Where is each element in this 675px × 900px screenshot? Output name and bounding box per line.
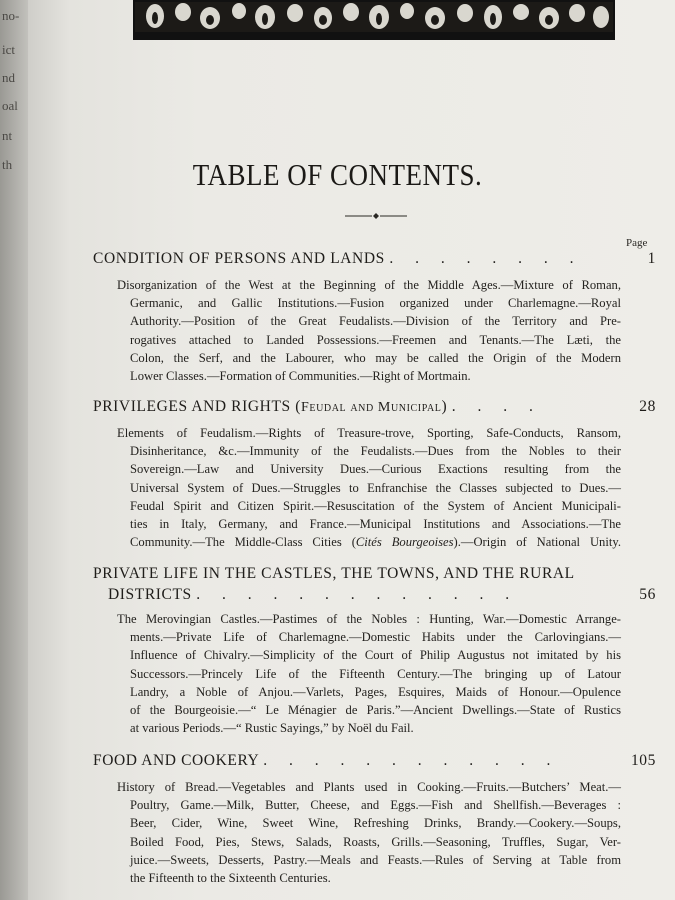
description-line: Influence of Chivalry.—Simplicity of the Court of Philip Augustus not imitated by his: [130, 648, 621, 663]
section-description: [117, 276, 621, 385]
section-description: [117, 424, 621, 551]
description-line: [117, 533, 621, 551]
facing-page-fragment: th: [2, 157, 13, 172]
section-page-number: 1: [647, 250, 656, 267]
description-line: Authority.—Position of the Great Feudalists.—Division of the Territory and Pre-: [130, 314, 621, 329]
page-title: TABLE OF CONTENTS.: [192, 158, 483, 192]
description-italic-text: Cités Bourgeoises: [355, 535, 454, 550]
description-line: Poultry, Game.—Milk, Butter, Cheese, and Eggs.—Fish and Shellfish.—Beverages :: [130, 798, 621, 813]
section-title-close: ): [441, 398, 448, 415]
facing-page-fragment: ict: [2, 42, 15, 57]
description-line: Sovereign.—Law and University Dues.—Curious Exactions resulting from the: [130, 462, 621, 477]
description-line: Disinheritance, &c.—Immunity of the Feudalists.—Dues from the Nobles to their: [130, 444, 621, 459]
description-line: rogatives attached to Landed Possessions.—Freemen and Tenants.—The Læti, the: [130, 332, 621, 347]
section-page-number: 105: [630, 752, 656, 769]
section-page-number: 28: [639, 398, 656, 415]
description-line: juice.—Sweets, Desserts, Pastry.—Meals and Feasts.—Rules of Serving at Table from: [130, 852, 621, 867]
section-title: DISTRICTS: [108, 586, 192, 603]
description-line: Feudal Spirit and Citizen Spirit.—Resuscitation of the System of Ancient Municipali-: [130, 498, 621, 513]
section-title: PRIVATE LIFE IN THE CASTLES, THE TOWNS, AND THE RURAL: [93, 565, 575, 582]
facing-page-fragment: nt: [2, 128, 13, 143]
description-line: The Merovingian Castles.—Pastimes of the Nobles : Hunting, War.—Domestic Arrange-: [117, 612, 621, 626]
section-title: FOOD AND COOKERY: [93, 752, 259, 769]
section-page-number: 56: [639, 586, 656, 603]
leader-dots: . . . . . . . . . . . . .: [196, 586, 519, 603]
description-line: Elements of Feudalism.—Rights of Treasure-trove, Sporting, Safe-Conducts, Ransom,: [117, 426, 621, 440]
description-line: Lower Classes.—Formation of Communities.—Right of Mortmain.: [130, 369, 471, 384]
description-line: Universal System of Dues.—Struggles to Enfranchise the Classes subjected to Dues.—: [130, 480, 621, 495]
description-line: Germanic, and Gallic Institutions.—Fusion organized under Charlemagne.—Royal: [130, 296, 621, 311]
section-subtitle: Feudal and Municipal: [300, 400, 442, 415]
facing-page-fragment: no-: [2, 8, 20, 23]
description-line: Disorganization of the West at the Beginning of the Middle Ages.—Mixture of Roman,: [117, 278, 621, 292]
leader-dots: . . . . . . . .: [389, 250, 583, 267]
description-line: at various Periods.—“ Rustic Sayings,” by Noël du Fail.: [130, 721, 414, 736]
section-heading: [93, 752, 658, 770]
leader-dots: . . . .: [451, 398, 542, 415]
description-line: Successors.—Princely Life of the Fifteenth Century.—The bringing up of Latour: [130, 666, 621, 681]
section-heading: [93, 250, 658, 268]
section-heading: [93, 565, 658, 583]
description-line: Beer, Cider, Wine, Sweet Wine, Refreshing Drinks, Brandy.—Cookery.—Soups,: [130, 816, 621, 831]
description-line: ments.—Private Life of Charlemagne.—Domestic Habits under the Carlovingians.—: [130, 630, 621, 645]
description-text: Community.—The Middle-Class Cities (: [130, 535, 356, 550]
section-heading: [93, 398, 658, 416]
section-description: [117, 778, 621, 887]
description-line: Colon, the Serf, and the Labourer, who may be called the Origin of the Modern: [130, 350, 621, 365]
section-heading-continued: [108, 586, 658, 604]
section-description: [117, 610, 621, 737]
description-line: Boiled Food, Pies, Stews, Salads, Roasts, Grills.—Seasoning, Truffles, Sugar, Ver-: [130, 834, 621, 849]
leader-dots: . . . . . . . . . . . .: [263, 752, 560, 769]
description-line: the Fifteenth to the Sixteenth Centuries.: [130, 871, 331, 886]
facing-page-fragment: nd: [2, 70, 15, 85]
page-column-label: Page: [626, 237, 648, 249]
description-text: ).—Origin of National Unity.: [453, 535, 621, 550]
facing-page-fragment: oal: [2, 98, 18, 113]
description-line: ties in Italy, Germany, and France.—Municipal Institutions and Associations.—The: [130, 517, 621, 532]
section-title: CONDITION OF PERSONS AND LANDS: [93, 250, 385, 267]
description-line: History of Bread.—Vegetables and Plants used in Cooking.—Fruits.—Butchers’ Meat.—: [117, 780, 621, 794]
section-title: PRIVILEGES AND RIGHTS (: [93, 398, 301, 415]
description-line: of the Bourgeoisie.—“ Le Ménagier de Paris.”—Ancient Dwellings.—State of Rustics: [130, 703, 621, 718]
title-ornament: [345, 211, 407, 221]
description-line: Landry, a Noble of Anjou.—Varlets, Pages, Esquires, Maids of Honour.—Opulence: [130, 684, 621, 699]
decorative-header-band: [133, 0, 615, 40]
